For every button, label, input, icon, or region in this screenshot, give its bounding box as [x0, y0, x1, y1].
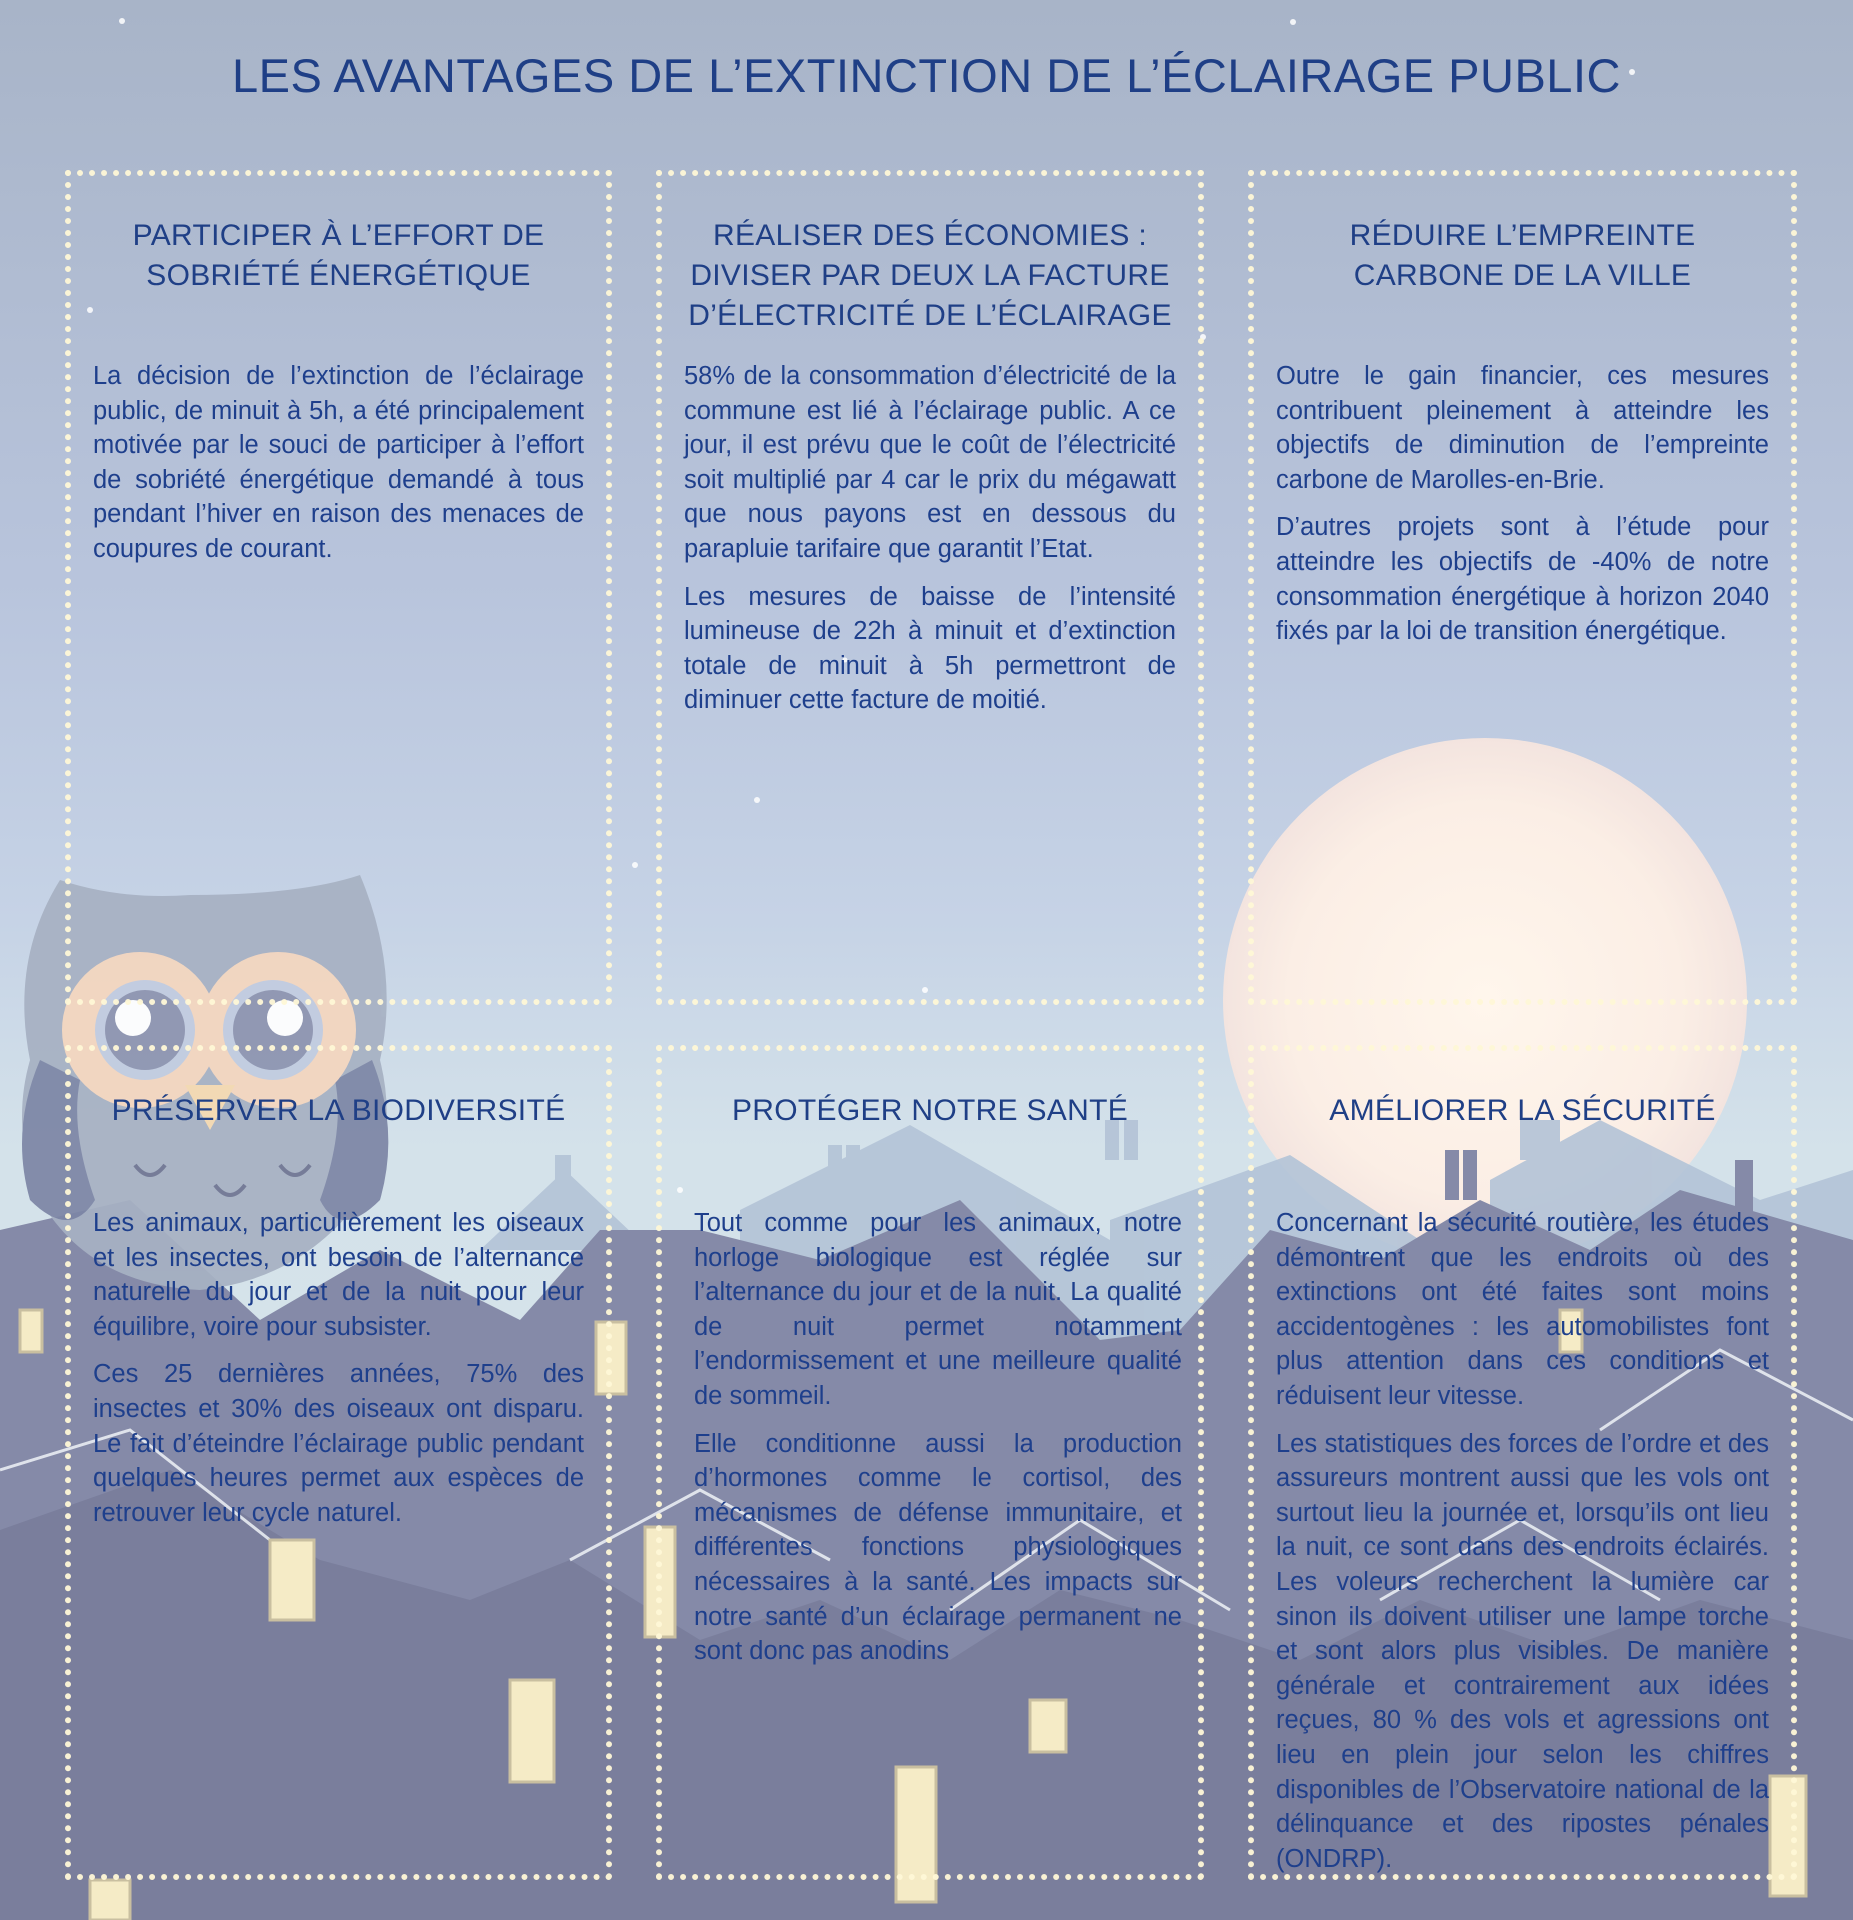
section-title: RÉALISER DES ÉCONOMIES : DIVISER PAR DEUX LA FACTURE D’ÉLECTRICITÉ DE L’ÉCLAIRAGE [688, 219, 1172, 332]
section-title: RÉDUIRE L’EMPREINTE CARBONE DE LA VILLE [1349, 219, 1696, 292]
section-health [656, 1045, 1204, 1880]
section-body: Outre le gain financier, ces mesures contribuent pleinement à atteindre les objectifs de diminution de l’empreinte carbone de Marolles-en-Brie. D’autres projets sont à l’étude pour atteindre les objectifs de -40% de notre consommation énergétique à horizon 2040 fixés par la loi de transition énergétique. [1276, 362, 1769, 646]
section-carbon [1248, 170, 1797, 1005]
section-title: PARTICIPER À L’EFFORT DE SOBRIÉTÉ ÉNERGÉTIQUE [132, 219, 545, 292]
section-body: Concernant la sécurité routière, les études démontrent que les endroits où des extinctions ont été faites sont moins accidentogènes : les automobilistes font plus attention dans ces conditions et réduisent leur vitesse. Les statistiques des forces de l’ordre et des assureurs montrent aussi que les vols ont surtout lieu la journée et, lorsqu’ils ont lieu la nuit, ce sont dans des endroits éclairés. Les voleurs recherchent la lumière car sinon ils doivent utiliser une lampe torche et sont alors plus visibles. De manière générale et contrairement aux idées reçues, 80 % des vols et agressions ont lieu en plein jour selon les chiffres disponibles de l’Observatoire national de la délinquance et des ripostes pénales (ONDRP). [1276, 1209, 1769, 1873]
section-biodiversity [65, 1045, 612, 1880]
page-title: LES AVANTAGES DE L’EXTINCTION DE L’ÉCLAIRAGE PUBLIC [232, 49, 1621, 102]
section-savings [656, 170, 1204, 1005]
section-sobriety [65, 170, 612, 1005]
section-title: AMÉLIORER LA SÉCURITÉ [1329, 1094, 1716, 1127]
section-body: 58% de la consommation d’électricité de la commune est lié à l’éclairage public. A ce jour, il est prévu que le coût de l’électricité soit multiplié par 4 car le prix du mégawatt que nous payons est en dessous du parapluie tarifaire que garantit l’Etat. Les mesures de baisse de l’intensité lumineuse de 22h à minuit et d’extinction totale de minuit à 5h permettront de diminuer cette facture de moitié. [684, 362, 1176, 715]
section-body: Tout comme pour les animaux, notre horloge biologique est réglée sur l’alternance du jour et de la nuit. La qualité de nuit permet notamment l’endormissement et une meilleure qualité de sommeil. Elle conditionne aussi la production d’hormones comme le cortisol, des mécanismes de défense immunitaire, et différentes fonctions physiologiques nécessaires à la santé. Les impacts sur notre santé d’un éclairage permanent ne sont donc pas anodins [694, 1209, 1182, 1666]
section-title: PRÉSERVER LA BIODIVERSITÉ [111, 1094, 566, 1127]
section-title: PROTÉGER NOTRE SANTÉ [731, 1094, 1129, 1127]
section-body: Les animaux, particulièrement les oiseaux et les insectes, ont besoin de l’alternance naturelle du jour et de la nuit pour leur équilibre, voire pour subsister. Ces 25 dernières années, 75% des insectes et 30% des oiseaux ont disparu. Le fait d’éteindre l’éclairage public pendant quelques heures permet aux espèces de retrouver leur cycle naturel. [93, 1209, 584, 1527]
section-body: La décision de l’extinction de l’éclairage public, de minuit à 5h, a été principalement motivée par le souci de participer à l’effort de sobriété énergétique demandé à tous pendant l’hiver en raison des menaces de coupures de courant. [93, 362, 584, 563]
section-safety [1248, 1045, 1797, 1880]
